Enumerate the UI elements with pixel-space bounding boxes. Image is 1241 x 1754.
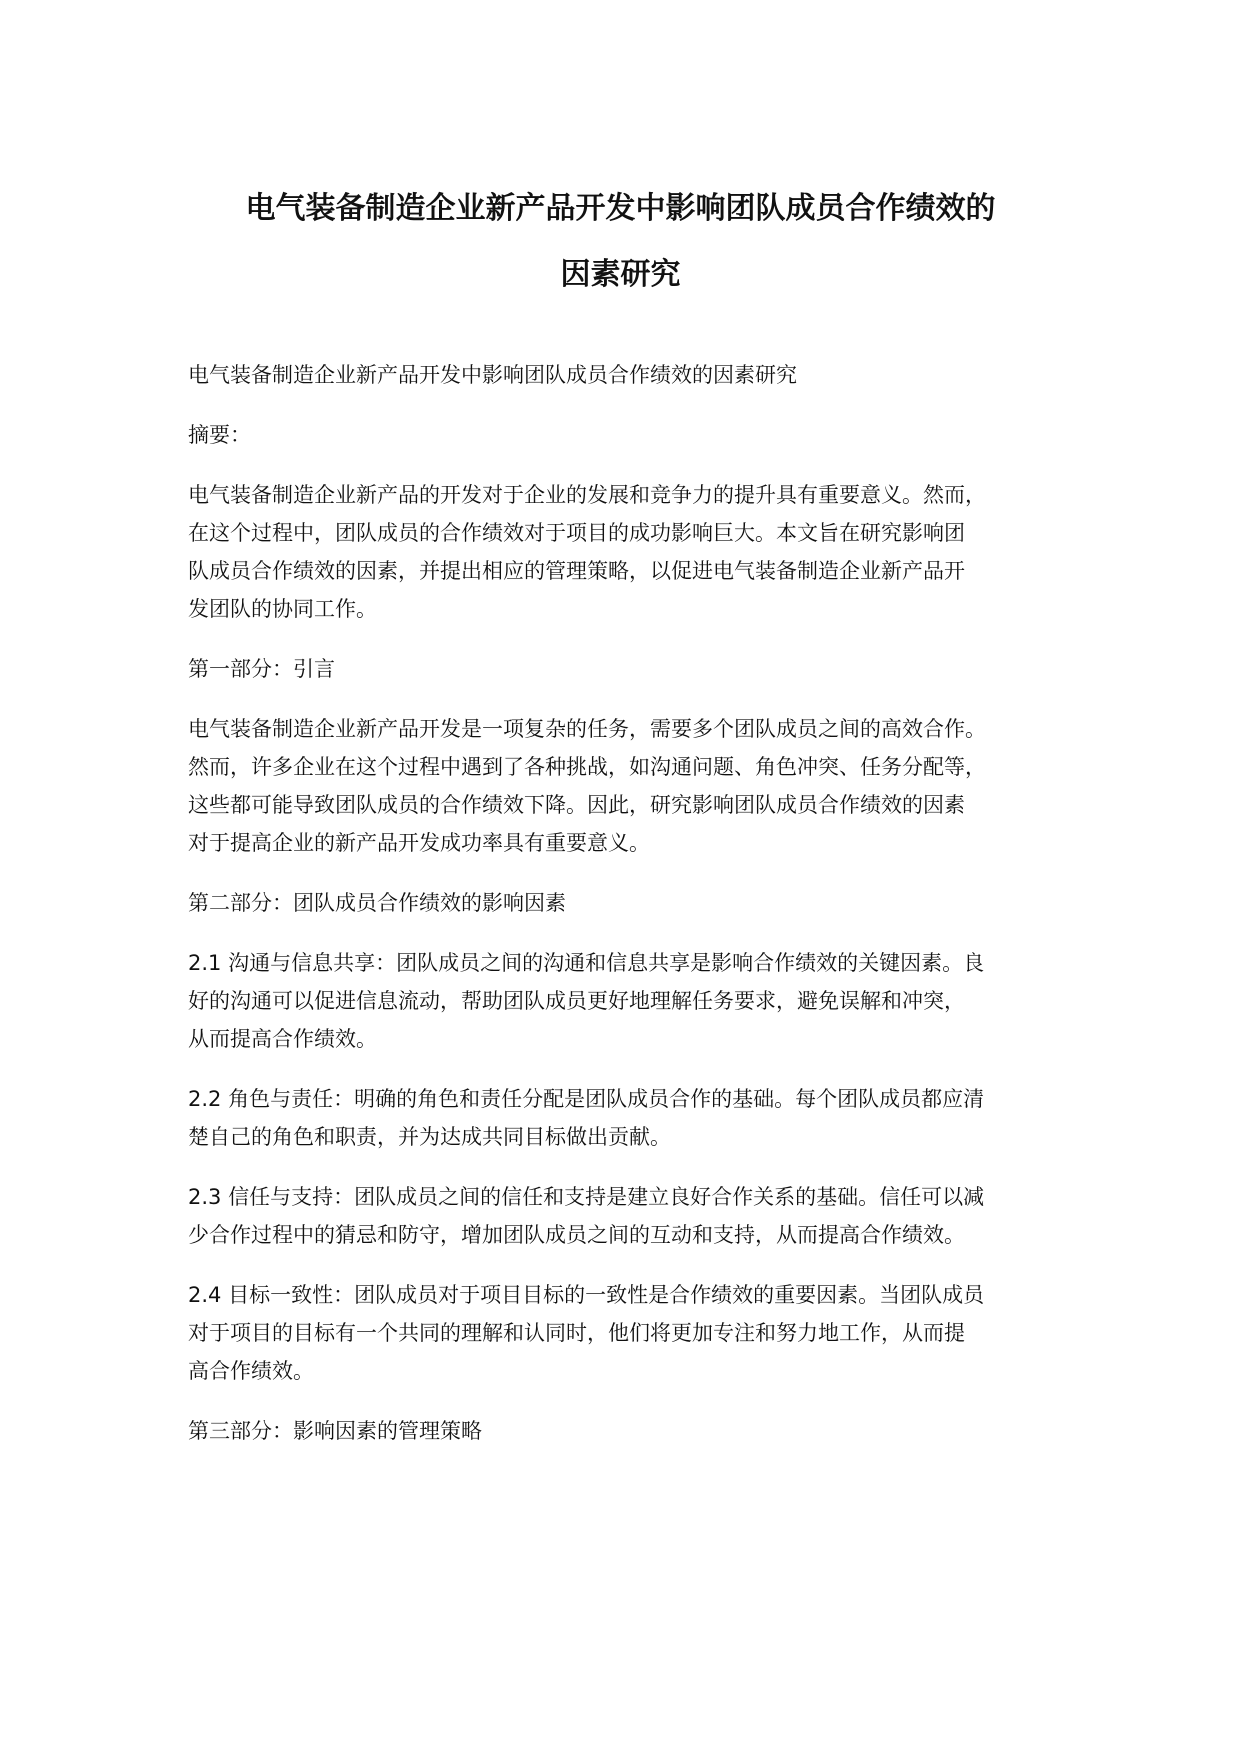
text-line: 第二部分：团队成员合作绩效的影响因素 (188, 891, 566, 915)
factor-paragraph-2-1 (188, 944, 1068, 1058)
text-line: 队成员合作绩效的因素，并提出相应的管理策略，以促进电气装备制造企业新产品开 (188, 559, 965, 583)
text-line: 对于提高企业的新产品开发成功率具有重要意义。 (188, 831, 650, 855)
text-line: 第一部分：引言 (188, 657, 335, 681)
text-line: 好的沟通可以促进信息流动，帮助团队成员更好地理解任务要求，避免误解和冲突， (188, 989, 965, 1013)
text-line: 这些都可能导致团队成员的合作绩效下降。因此，研究影响团队成员合作绩效的因素 (188, 793, 965, 817)
document-title (150, 176, 1091, 308)
text-line: 电气装备制造企业新产品的开发对于企业的发展和竞争力的提升具有重要意义。然而， (188, 483, 986, 507)
text-line: 对于项目的目标有一个共同的理解和认同时，他们将更加专注和努力地工作，从而提 (188, 1321, 965, 1345)
title-line-1: 电气装备制造企业新产品开发中影响团队成员合作绩效的 (245, 191, 996, 226)
title-line-2: 因素研究 (560, 257, 681, 292)
factor-paragraph-2-2 (188, 1080, 1068, 1156)
text-line: 电气装备制造企业新产品开发中影响团队成员合作绩效的因素研究 (188, 363, 797, 387)
text-line: 2.3 信任与支持：团队成员之间的信任和支持是建立良好合作关系的基础。信任可以减 (188, 1185, 985, 1209)
introduction-paragraph (188, 710, 1068, 862)
text-line: 2.2 角色与责任：明确的角色和责任分配是团队成员合作的基础。每个团队成员都应清 (188, 1087, 985, 1111)
text-line: 从而提高合作绩效。 (188, 1027, 377, 1051)
abstract-heading (188, 416, 1068, 454)
subtitle-paragraph (188, 356, 1068, 394)
abstract-paragraph (188, 476, 1068, 628)
document-body (188, 356, 1068, 1472)
text-line: 在这个过程中，团队成员的合作绩效对于项目的成功影响巨大。本文旨在研究影响团 (188, 521, 965, 545)
text-line: 摘要： (188, 423, 251, 447)
text-line: 第三部分：影响因素的管理策略 (188, 1419, 482, 1443)
factor-paragraph-2-4 (188, 1276, 1068, 1390)
text-line: 发团队的协同工作。 (188, 597, 377, 621)
factor-paragraph-2-3 (188, 1178, 1068, 1254)
text-line: 楚自己的角色和职责，并为达成共同目标做出贡献。 (188, 1125, 671, 1149)
section-heading-3 (188, 1412, 1068, 1450)
text-line: 高合作绩效。 (188, 1359, 314, 1383)
text-line: 2.1 沟通与信息共享：团队成员之间的沟通和信息共享是影响合作绩效的关键因素。良 (188, 951, 985, 975)
text-line: 2.4 目标一致性：团队成员对于项目目标的一致性是合作绩效的重要因素。当团队成员 (188, 1283, 985, 1307)
text-line: 电气装备制造企业新产品开发是一项复杂的任务，需要多个团队成员之间的高效合作。 (188, 717, 986, 741)
text-line: 然而，许多企业在这个过程中遇到了各种挑战，如沟通问题、角色冲突、任务分配等， (188, 755, 986, 779)
text-line: 少合作过程中的猜忌和防守，增加团队成员之间的互动和支持，从而提高合作绩效。 (188, 1223, 965, 1247)
section-heading-2 (188, 884, 1068, 922)
section-heading-1 (188, 650, 1068, 688)
